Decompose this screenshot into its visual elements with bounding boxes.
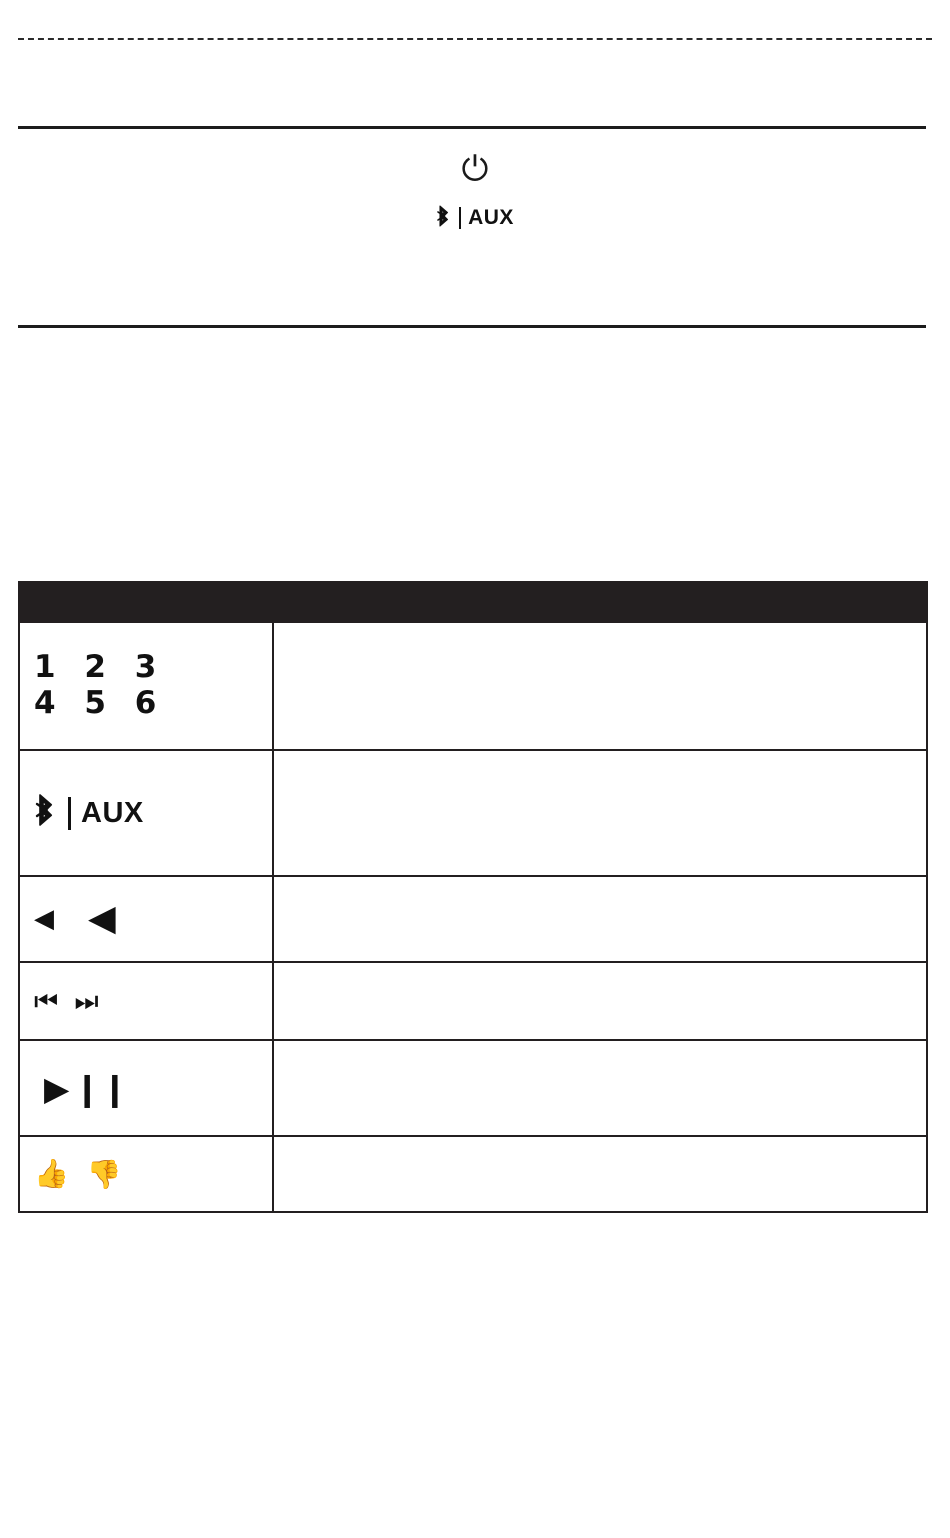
- aux-label: AUX: [81, 796, 144, 829]
- rating-icons: [34, 1157, 122, 1191]
- thumb-up-icon: 👍: [34, 1157, 69, 1190]
- divider-bar: [68, 797, 71, 830]
- source-description: [273, 750, 927, 876]
- power-icon-row: [0, 149, 950, 189]
- bluetooth-icon: [436, 204, 452, 232]
- track-description: [273, 962, 927, 1040]
- preset-description: [273, 622, 927, 750]
- play-pause-icon-cell: [19, 1040, 273, 1136]
- power-icon: ⏻: [461, 149, 489, 189]
- volume-up-icon: ◀: [88, 898, 116, 939]
- volume-down-icon: ◀: [34, 904, 54, 934]
- volume-description: [273, 876, 927, 962]
- aux-label: AUX: [468, 206, 514, 229]
- rating-icon-cell: [19, 1136, 273, 1212]
- controls-table: [18, 581, 928, 1213]
- bluetooth-icon: [34, 792, 58, 835]
- section-rule-top: [18, 126, 926, 129]
- bluetooth-aux-mark: [436, 204, 514, 232]
- volume-icon-cell: [19, 876, 273, 962]
- table-header-row: [19, 582, 927, 622]
- table-header: [19, 582, 927, 622]
- table-row: [19, 962, 927, 1040]
- table-header-cell-description: [273, 582, 927, 622]
- thumb-down-icon: 👍: [86, 1158, 122, 1191]
- track-icons: [34, 985, 99, 1017]
- source-icon-row: [0, 204, 950, 233]
- bluetooth-aux-icon-cell: [19, 750, 273, 876]
- preset-numbers-icon: [19, 622, 273, 750]
- volume-icons: [34, 898, 116, 939]
- rating-description: [273, 1136, 927, 1212]
- play-pause-icons: [34, 1068, 129, 1108]
- play-icon: ▶: [44, 1068, 70, 1108]
- table-header-cell-icon: [19, 582, 273, 622]
- play-pause-description: [273, 1040, 927, 1136]
- table-row: [19, 876, 927, 962]
- section-rule-middle: [18, 325, 926, 328]
- table-row: [19, 622, 927, 750]
- divider-bar: [459, 207, 461, 229]
- track-icon-cell: [19, 962, 273, 1040]
- pause-icon: ❙❙: [73, 1068, 129, 1108]
- table-row: [19, 1136, 927, 1212]
- dashed-separator: [18, 38, 932, 40]
- preset-numbers-line-1: 1 2 3: [34, 649, 166, 686]
- bluetooth-aux-mark: [34, 792, 144, 835]
- previous-track-icon: ⏮: [34, 985, 59, 1017]
- table-row: [19, 1040, 927, 1136]
- table-row: [19, 750, 927, 876]
- preset-numbers-line-2: 4 5 6: [34, 685, 166, 721]
- next-track-icon: ⏭: [74, 985, 99, 1017]
